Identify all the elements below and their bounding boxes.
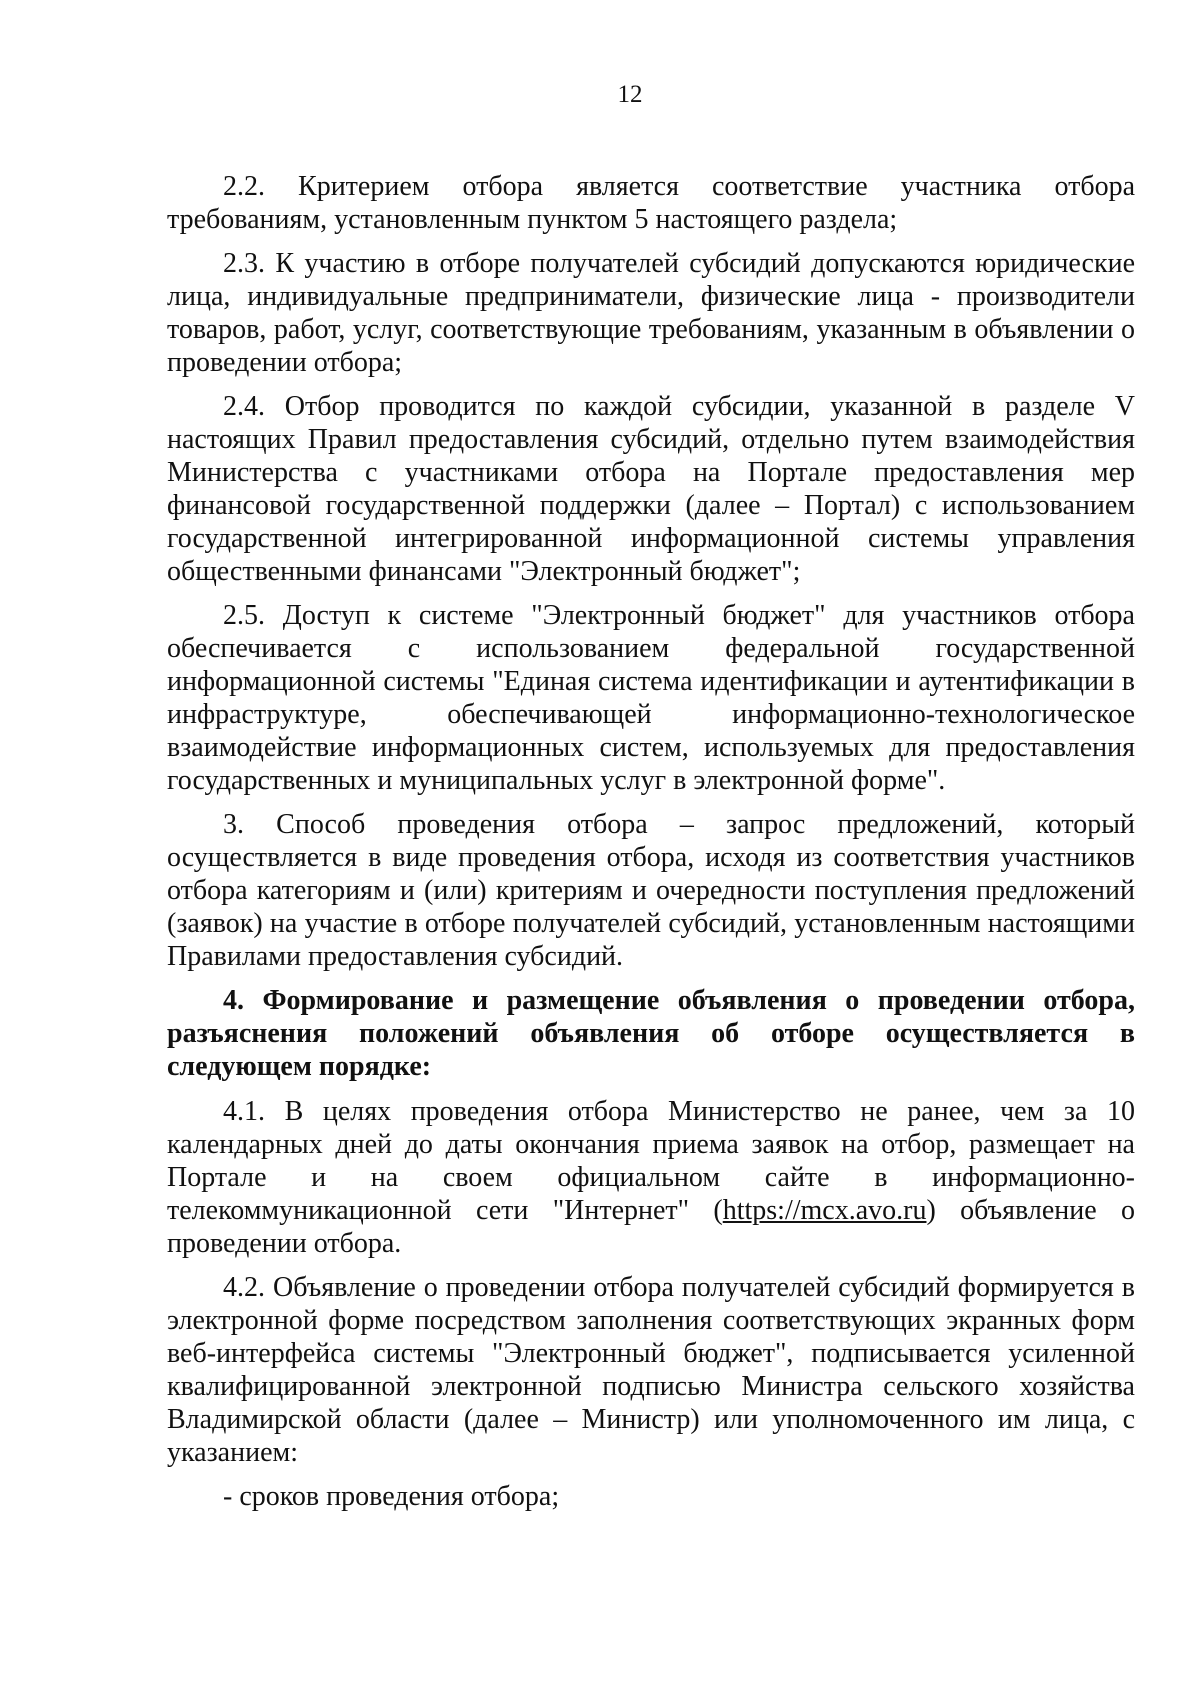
paragraph-4-2: 4.2. Объявление о проведении отбора получателей субсидий формируется в электронной форме посредством заполнения соответствующих экранных форм веб-интерфейса системы "Электронный бюджет", подписывается усиленной квалифицированной электронной подписью Министра сельского хозяйства Владимирской области (далее – Министр) или уполномоченного им лица, с указанием: xyxy=(167,1272,1135,1468)
paragraph-2-4: 2.4. Отбор проводится по каждой субсидии, указанной в разделе V настоящих Правил предоставления субсидий, отдельно путем взаимодействия Министерства с участниками отбора на Портале предоставления мер финансовой государственной поддержки (далее – Портал) с использованием государственной интегрированной информационной системы управления общественными финансами "Электронный бюджет"; xyxy=(167,391,1135,587)
website-link[interactable]: https://mcx.avo.ru xyxy=(722,1195,927,1226)
paragraph-4-1 xyxy=(167,1095,1135,1260)
paragraph-2-2: 2.2. Критерием отбора является соответствие участника отбора требованиям, установленным пунктом 5 настоящего раздела; xyxy=(167,171,1135,235)
paragraph-4-1-text-start: 4.1. В целях проведения отбора Министерство не ранее, чем за 10 календарных дней до даты окончания приема заявок на отбор, размещает на Портале и на своем официальном сайте в информационно-телекоммуникационной сети "Интернет" ( xyxy=(167,1096,1135,1226)
paragraph-4-1-text-end: ) объявление о проведении отбора. xyxy=(167,1195,1135,1259)
document-body xyxy=(167,170,1135,1524)
list-item: - сроков проведения отбора; xyxy=(223,1481,560,1512)
page-number: 12 xyxy=(617,81,643,108)
paragraph-2-3: 2.3. К участию в отборе получателей субсидий допускаются юридические лица, индивидуальные предприниматели, физические лица - производители товаров, работ, услуг, соответствующие требованиям, указанным в объявлении о проведении отбора; xyxy=(167,248,1135,378)
paragraph-2-5: 2.5. Доступ к системе "Электронный бюджет" для участников отбора обеспечивается с использованием федеральной государственной информационной системы "Единая система идентификации и аутентификации в инфраструктуре, обеспечивающей информационно-технологическое взаимодействие информационных систем, используемых для предоставления государственных и муниципальных услуг в электронной форме". xyxy=(167,600,1135,796)
section-heading-4: 4. Формирование и размещение объявления о проведении отбора, разъяснения положений объявления об отборе осуществляется в следующем порядке: xyxy=(167,985,1135,1082)
paragraph-3: 3. Способ проведения отбора – запрос предложений, который осуществляется в виде проведения отбора, исходя из соответствия участников отбора категориям и (или) критериям и очередности поступления предложений (заявок) на участие в отборе получателей субсидий, установленным настоящими Правилами предоставления субсидий. xyxy=(167,809,1135,972)
